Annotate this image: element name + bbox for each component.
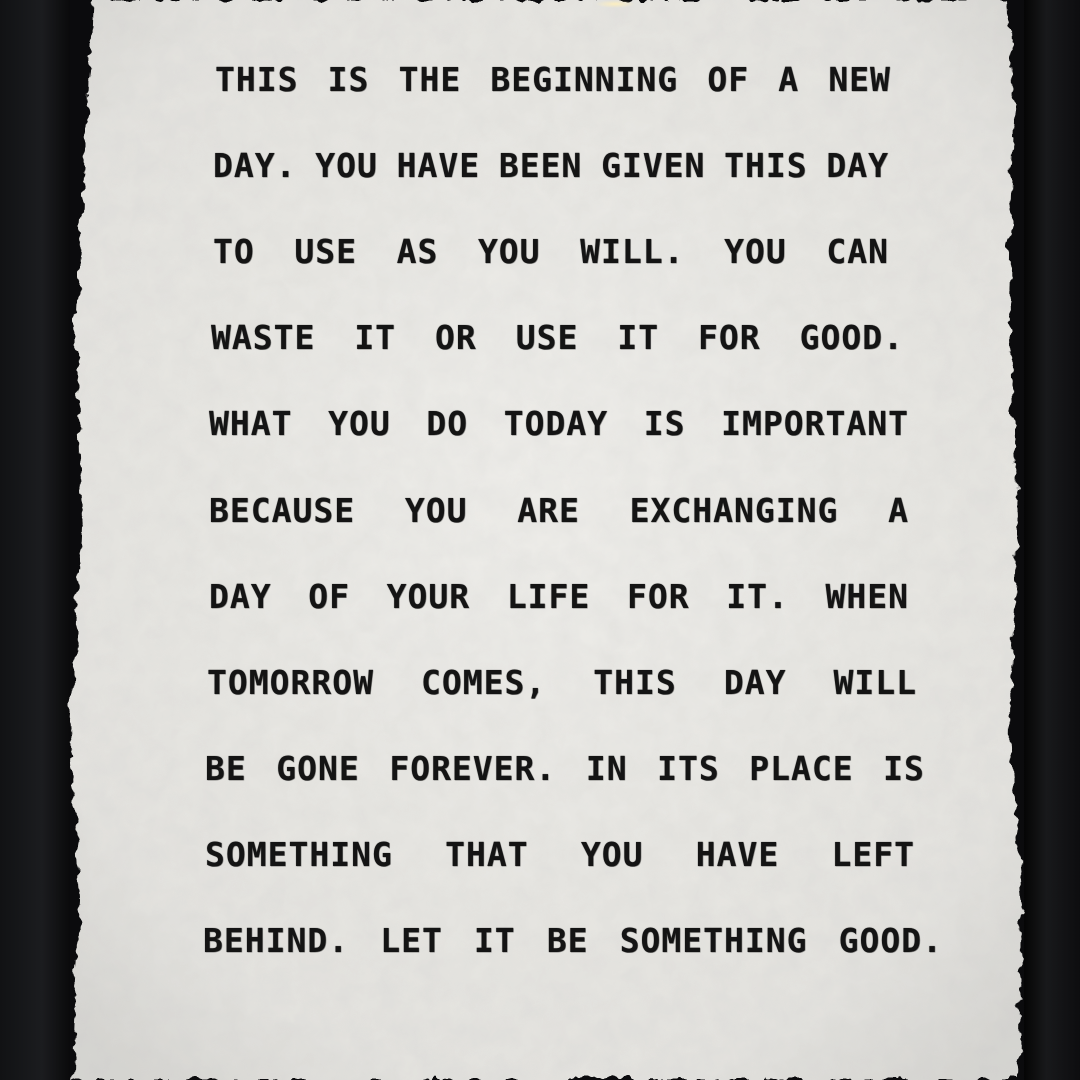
poem-word: SOMETHING: [619, 921, 808, 961]
poem-line: [211, 295, 904, 381]
poem-word: AS: [396, 231, 439, 271]
poem-word: NEW: [828, 59, 891, 99]
poem-word: IT.: [726, 576, 789, 616]
poem-word: LIFE: [506, 576, 591, 616]
poem-word: BEHIND.: [203, 921, 350, 961]
poem-word: DAY: [723, 662, 787, 702]
poem-word: FOR: [626, 576, 690, 616]
poem-word: TO: [213, 231, 255, 271]
poem-line: [209, 467, 909, 553]
poem-word: BEEN: [498, 145, 583, 185]
poem-word: OR: [435, 318, 477, 358]
poem-word: YOU: [328, 404, 391, 444]
poem-word: BECAUSE: [209, 490, 356, 530]
poem-word: YOUR: [386, 576, 471, 616]
poem-word: ARE: [517, 490, 580, 530]
poem-line: [205, 812, 915, 898]
poem-word: IT: [354, 318, 397, 358]
poem-word: OF: [707, 59, 750, 99]
poem-word: WILL: [833, 662, 917, 702]
poem-word: IS: [883, 749, 925, 789]
poem-word: YOU: [315, 145, 378, 185]
poem-word: YOU: [477, 231, 541, 271]
poem-word: WILL.: [580, 231, 685, 271]
poem-line: [207, 639, 917, 725]
poem-word: TODAY: [503, 404, 609, 444]
poem-word: FOR: [698, 318, 761, 358]
poem-word: USE: [294, 231, 357, 271]
poem-word: IS: [327, 59, 370, 99]
poem-word: PLACE: [749, 749, 854, 789]
poem-word: THIS: [724, 145, 808, 185]
poem-word: GONE: [276, 749, 360, 789]
poem-word: LEFT: [831, 835, 915, 875]
stenciled-poem: [205, 36, 945, 984]
poem-word: YOU: [404, 490, 468, 530]
poem-word: DAY: [826, 145, 889, 185]
poem-word: SOMETHING: [205, 835, 393, 875]
poem-line: [203, 898, 943, 984]
poem-word: THE: [398, 59, 462, 99]
poem-word: GIVEN: [601, 145, 706, 185]
poem-word: WHEN: [825, 576, 909, 616]
poem-word: IN: [585, 749, 628, 789]
light-glare: [595, 0, 635, 8]
poem-line: [213, 208, 889, 294]
poem-word: DAY: [209, 576, 272, 616]
poem-word: A: [888, 490, 909, 530]
poem-word: IMPORTANT: [721, 404, 909, 444]
poem-word: COMES,: [421, 662, 547, 702]
poem-word: WHAT: [209, 404, 293, 444]
poem-word: OF: [308, 576, 351, 616]
poem-word: HAVE: [396, 145, 481, 185]
poem-word: CAN: [826, 231, 889, 271]
poem-word: BE: [546, 921, 589, 961]
poem-word: THIS: [215, 59, 299, 99]
poem-word: IT: [473, 921, 516, 961]
poem-word: EXCHANGING: [629, 490, 839, 530]
poem-word: USE: [515, 318, 579, 358]
poem-word: HAVE: [695, 835, 780, 875]
poem-word: WASTE: [211, 318, 316, 358]
poem-word: A: [778, 59, 800, 99]
poem-word: DO: [426, 404, 469, 444]
poem-word: ITS: [657, 749, 720, 789]
poem-line: [209, 553, 909, 639]
poem-word: LET: [380, 921, 443, 961]
poem-line: [205, 726, 925, 812]
poem-word: BEGINNING: [490, 59, 679, 99]
poem-line: [213, 122, 889, 208]
poem-word: IS: [643, 404, 686, 444]
poem-line: [209, 381, 909, 467]
poem-word: DAY.: [213, 145, 297, 185]
poem-word: THIS: [593, 662, 677, 702]
poem-word: FOREVER.: [389, 749, 557, 789]
poem-word: TOMORROW: [207, 662, 374, 702]
poem-word: BE: [205, 749, 247, 789]
poem-line: [215, 36, 891, 122]
poem-word: GOOD.: [799, 318, 904, 358]
poem-word: IT: [617, 318, 660, 358]
poem-word: YOU: [724, 231, 787, 271]
poem-word: YOU: [580, 835, 644, 875]
poem-word: THAT: [445, 835, 529, 875]
poem-word: GOOD.: [838, 921, 943, 961]
